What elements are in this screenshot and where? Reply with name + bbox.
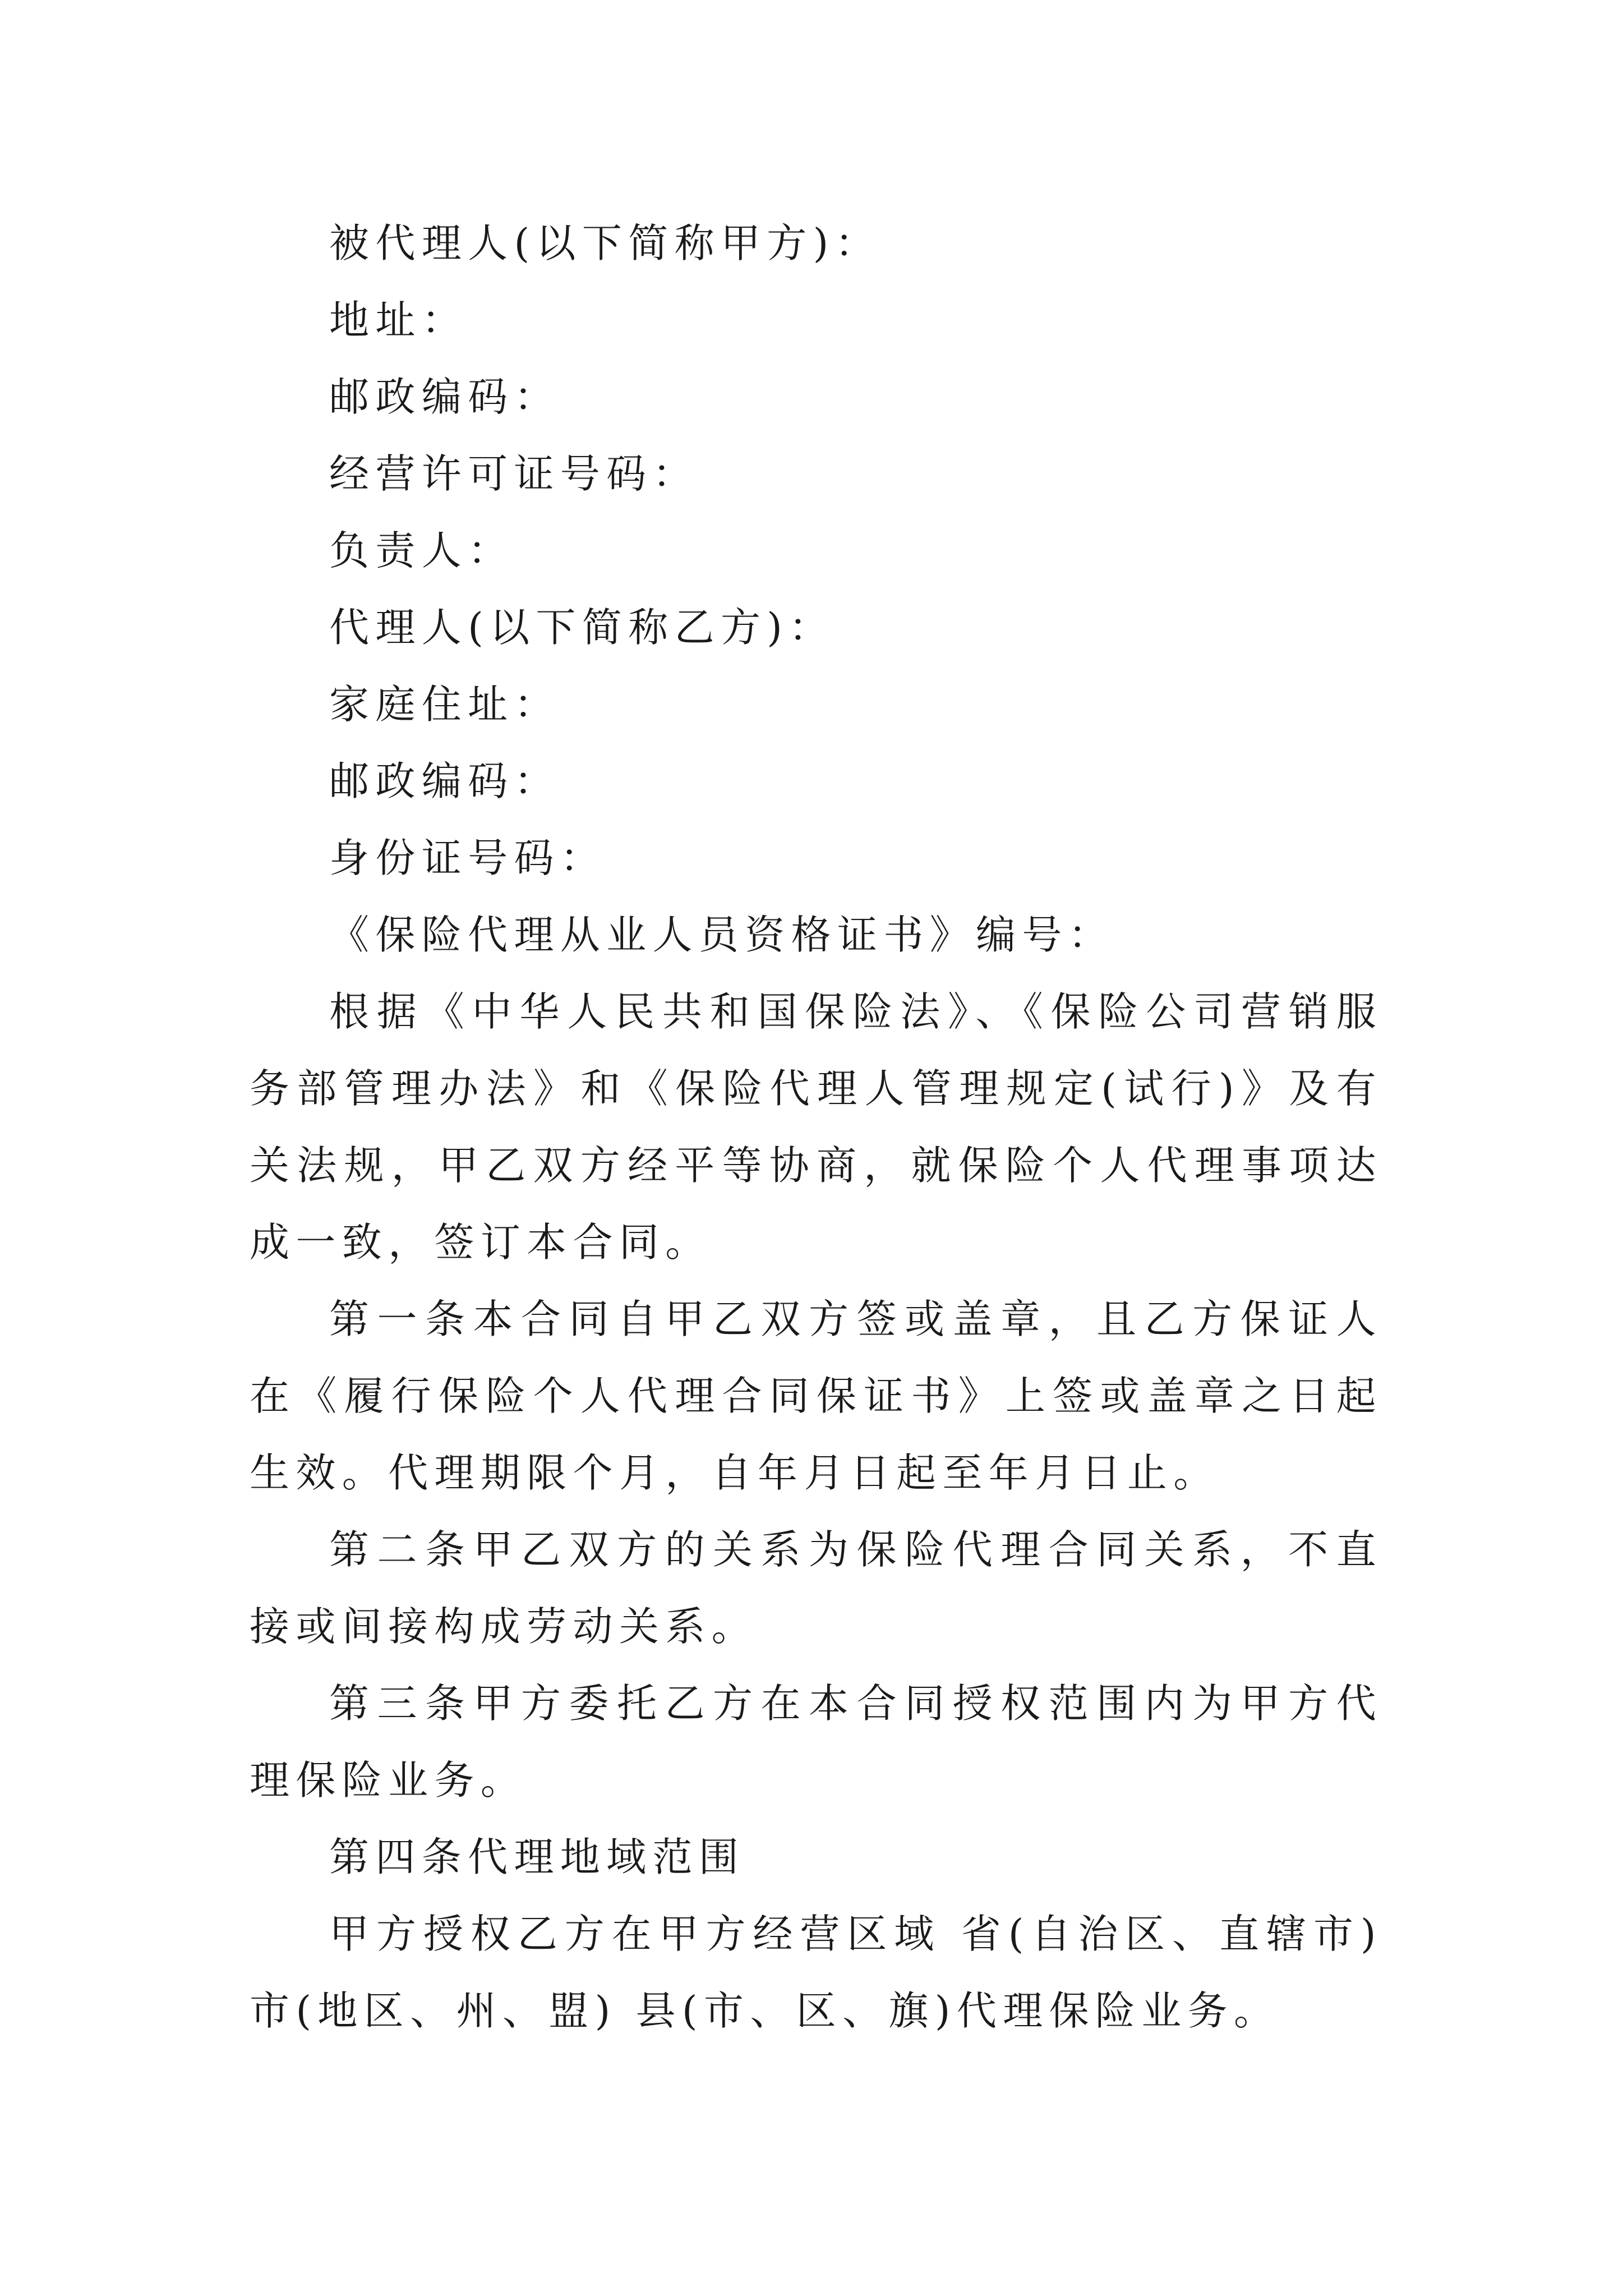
license-number-field: 经营许可证号码： <box>329 450 699 497</box>
article-2-paragraph: 第二条甲乙双方的关系为保险代理合同关系，不直接或间接构成劳动关系。 <box>250 1526 1382 1650</box>
principal-field: 被代理人(以下简称甲方)： <box>329 220 882 266</box>
article-4-heading: 第四条代理地域范围 <box>329 1834 745 1880</box>
home-address-field: 家庭住址： <box>329 681 560 728</box>
id-number-field: 身份证号码： <box>329 835 607 881</box>
certificate-number-field: 《保险代理从业人员资格证书》编号： <box>329 912 1115 958</box>
article-1-paragraph: 第一条本合同自甲乙双方签或盖章，且乙方保证人在《履行保险个人代理合同保证书》上签或盖章之日起生效。代理期限个月，自年月日起至年月日止。 <box>250 1296 1382 1496</box>
article-3-paragraph: 第三条甲方委托乙方在本合同授权范围内为甲方代理保险业务。 <box>250 1680 1382 1803</box>
person-in-charge-field: 负责人： <box>329 527 514 574</box>
postal-code-field: 邮政编码： <box>329 374 560 420</box>
address-field: 地址： <box>329 297 468 343</box>
territory-paragraph: 甲方授权乙方在甲方经营区域 省(自治区、直辖市)市(地区、州、盟) 县(市、区、旗)代理保险业务。 <box>250 1911 1382 2034</box>
agent-field: 代理人(以下简称乙方)： <box>329 604 835 651</box>
agent-postal-code-field: 邮政编码： <box>329 758 560 804</box>
preamble-paragraph: 根据《中华人民共和国保险法》、《保险公司营销服务部管理办法》和《保险代理人管理规定(试行)》及有关法规，甲乙双方经平等协商，就保险个人代理事项达成一致，签订本合同。 <box>250 988 1382 1266</box>
document-body <box>250 205 1382 2049</box>
